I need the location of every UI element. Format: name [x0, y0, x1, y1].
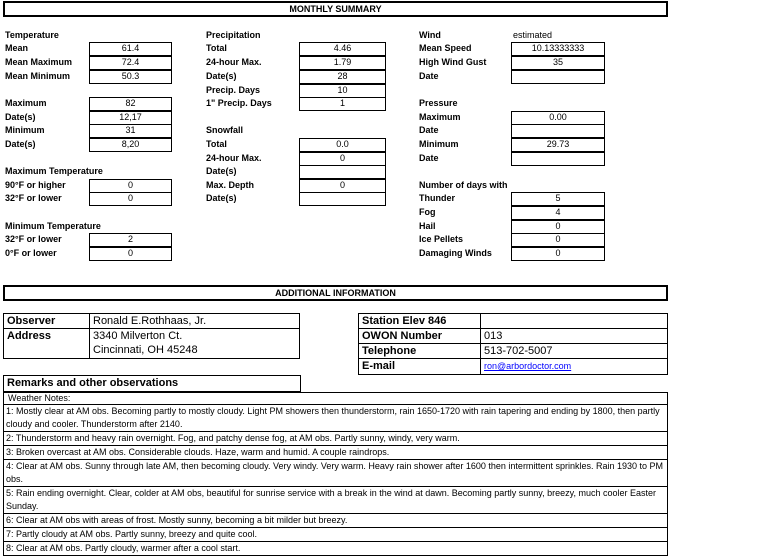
note-5: 5: Rain ending overnight. Clear, colder at AM obs, beautiful for sunrise service with a break in the wind at dawn. Becoming partly sunny, breezy, much cooler Easter Sunday.: [4, 487, 667, 514]
address-value: [89, 328, 300, 359]
additional-info-title: ADDITIONAL INFORMATION: [3, 285, 668, 301]
min-below-32-label: 32°F or lower: [5, 234, 62, 244]
precip-days-label: Precip. Days: [206, 85, 261, 95]
above-90-value: 0: [89, 179, 172, 193]
snowfall-heading: Snowfall: [206, 125, 244, 135]
mean-min-value: 50.3: [89, 70, 172, 84]
snow-total-label: Total: [206, 139, 227, 149]
inch-precip-days-value: 1: [299, 97, 386, 111]
wind-date-value: [511, 70, 605, 84]
ice-pellets-label: Ice Pellets: [419, 234, 464, 244]
precip-max24-label: 24-hour Max.: [206, 57, 262, 67]
pressure-min-date-label: Date: [419, 153, 439, 163]
fog-value: 4: [511, 206, 605, 220]
wind-estimated-note: estimated: [513, 30, 553, 40]
min-below-32-value: 2: [89, 233, 172, 247]
below-0-value: 0: [89, 247, 172, 261]
observer-label: Observer: [3, 313, 90, 329]
snow-dates-label: Date(s): [206, 166, 237, 176]
precipitation-heading: Precipitation: [206, 30, 261, 40]
max-temperature-heading: Maximum Temperature: [5, 166, 103, 176]
telephone-value: 513-702-5007: [480, 343, 668, 359]
maximum-value: 82: [89, 97, 172, 111]
hail-value: 0: [511, 220, 605, 234]
pressure-min-date-value: [511, 152, 605, 166]
pressure-min-label: Minimum: [419, 139, 459, 149]
gust-label: High Wind Gust: [419, 57, 487, 67]
thunder-value: 5: [511, 192, 605, 206]
owon-label: OWON Number: [358, 328, 481, 344]
pressure-max-date-label: Date: [419, 125, 439, 135]
address-label: Address: [3, 328, 90, 359]
pressure-heading: Pressure: [419, 98, 458, 108]
pressure-max-date-value: [511, 124, 605, 138]
hail-label: Hail: [419, 221, 436, 231]
monthly-summary-title: MONTHLY SUMMARY: [3, 1, 668, 17]
address-line-1: 3340 Milverton Ct.: [93, 330, 183, 342]
minimum-value: 31: [89, 124, 172, 138]
wind-heading: Wind: [419, 30, 441, 40]
note-1: 1: Mostly clear at AM obs. Becoming partly to mostly cloudy. Light PM showers then thunderstorm, rain 1650-1720 with rain tapering and ending by 1800, then partly cloudy and cooler. Thunderstorm after 2140.: [4, 405, 667, 432]
email-label: E-mail: [358, 358, 481, 375]
inch-precip-days-label: 1" Precip. Days: [206, 98, 272, 108]
mean-max-label: Mean Maximum: [5, 57, 73, 67]
min-dates-value: 8,20: [89, 138, 172, 152]
precip-dates-value: 28: [299, 70, 386, 84]
pressure-max-label: Maximum: [419, 112, 461, 122]
station-elev-value: [480, 313, 668, 329]
max-dates-value: 12,17: [89, 111, 172, 125]
snow-total-value: 0.0: [299, 138, 386, 152]
note-3: 3: Broken overcast at AM obs. Considerable clouds. Haze, warm and humid. A couple raindrops.: [4, 446, 667, 460]
station-elev-label: Station Elev 846: [358, 313, 481, 329]
gust-value: 35: [511, 56, 605, 70]
note-8: 8: Clear at AM obs. Partly cloudy, warmer after a cool start.: [4, 542, 667, 556]
pressure-min-value: 29.73: [511, 138, 605, 152]
snow-max24-value: 0: [299, 152, 386, 166]
max-below-32-value: 0: [89, 192, 172, 206]
max-depth-value: 0: [299, 179, 386, 193]
precip-total-label: Total: [206, 43, 227, 53]
pressure-max-value: 0.00: [511, 111, 605, 125]
max-dates-label: Date(s): [5, 112, 36, 122]
mean-label: Mean: [5, 43, 29, 53]
depth-dates-label: Date(s): [206, 193, 237, 203]
ice-pellets-value: 0: [511, 233, 605, 247]
precip-max24-value: 1.79: [299, 56, 386, 70]
observer-value: Ronald E.Rothhaas, Jr.: [89, 313, 300, 329]
fog-label: Fog: [419, 207, 436, 217]
max-depth-label: Max. Depth: [206, 180, 255, 190]
note-4: 4: Clear at AM obs. Sunny through late AM, then becoming cloudy. Very windy. Very warm. Heavy rain shower after 1600 then intermittent sprinkles. Rain 1930 to PM obs.: [4, 460, 667, 487]
min-dates-label: Date(s): [5, 139, 36, 149]
mean-speed-value: 10.13333333: [511, 42, 605, 56]
note-7: 7: Partly cloudy at AM obs. Partly sunny, breezy and quite cool.: [4, 528, 667, 542]
owon-value: 013: [480, 328, 668, 344]
precip-dates-label: Date(s): [206, 71, 237, 81]
mean-max-value: 72.4: [89, 56, 172, 70]
thunder-label: Thunder: [419, 193, 455, 203]
damaging-winds-label: Damaging Winds: [419, 248, 492, 258]
email-cell: [480, 358, 668, 375]
mean-min-label: Mean Minimum: [5, 71, 71, 81]
above-90-label: 90°F or higher: [5, 180, 66, 190]
precip-total-value: 4.46: [299, 42, 386, 56]
snow-max24-label: 24-hour Max.: [206, 153, 262, 163]
note-6: 6: Clear at AM obs with areas of frost. Mostly sunny, becoming a bit milder but breezy.: [4, 514, 667, 528]
precip-days-value: 10: [299, 84, 386, 98]
temperature-heading: Temperature: [5, 30, 59, 40]
note-2: 2: Thunderstorm and heavy rain overnight. Fog, and patchy dense fog, at AM obs. Partly sunny, windy, very warm.: [4, 432, 667, 446]
max-below-32-label: 32°F or lower: [5, 193, 62, 203]
days-with-heading: Number of days with: [419, 180, 508, 190]
minimum-label: Minimum: [5, 125, 45, 135]
damaging-winds-value: 0: [511, 247, 605, 261]
email-link[interactable]: ron@arbordoctor.com: [484, 361, 572, 371]
snow-dates-value: [299, 165, 386, 179]
weather-notes: [3, 392, 668, 556]
depth-dates-value: [299, 192, 386, 206]
remarks-title: Remarks and other observations: [3, 375, 301, 392]
telephone-label: Telephone: [358, 343, 481, 359]
mean-value: 61.4: [89, 42, 172, 56]
below-0-label: 0°F or lower: [5, 248, 57, 258]
wind-date-label: Date: [419, 71, 439, 81]
maximum-label: Maximum: [5, 98, 47, 108]
address-line-2: Cincinnati, OH 45248: [93, 344, 198, 356]
mean-speed-label: Mean Speed: [419, 43, 472, 53]
weather-notes-heading: Weather Notes:: [4, 393, 667, 405]
min-temperature-heading: Minimum Temperature: [5, 221, 101, 231]
